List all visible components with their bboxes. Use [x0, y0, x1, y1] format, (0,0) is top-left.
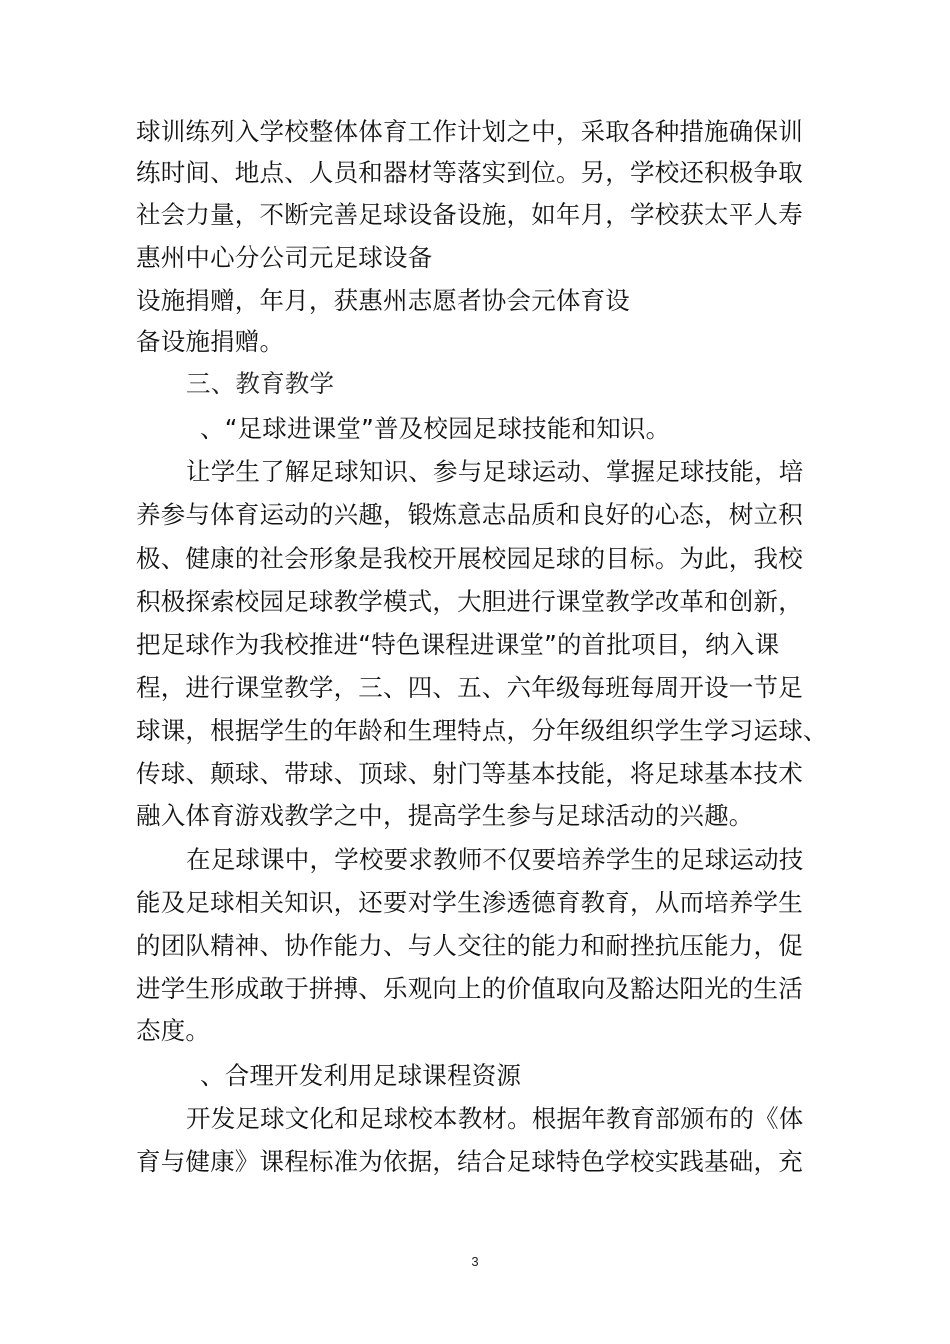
text-line: 设施捐赠，年月，获惠州志愿者协会元体育设 [136, 286, 630, 315]
text-line: 程，进行课堂教学，三、四、五、六年级每班每周开设一节足 [136, 673, 803, 702]
text-line: 备设施捐赠。 [136, 327, 285, 356]
text-line: 球训练列入学校整体体育工作计划之中，采取各种措施确保训 [136, 117, 803, 146]
text-line: 传球、颠球、带球、顶球、射门等基本技能，将足球基本技术 [136, 759, 803, 788]
text-line: 的团队精神、协作能力、与人交往的能力和耐挫抗压能力，促 [136, 931, 803, 960]
section-heading: 三、教育教学 [186, 369, 335, 398]
text-line: 态度。 [136, 1016, 211, 1045]
text-line: 进学生形成敢于拼搏、乐观向上的价值取向及豁达阳光的生活 [136, 974, 803, 1003]
text-line: 积极探索校园足球教学模式，大胆进行课堂教学改革和创新， [136, 587, 803, 616]
text-line: 极、健康的社会形象是我校开展校园足球的目标。为此，我校 [136, 544, 803, 573]
text-line: 在足球课中，学校要求教师不仅要培养学生的足球运动技 [186, 845, 804, 874]
page-number: 3 [471, 1254, 479, 1269]
subsection-heading: 、合理开发利用足球课程资源 [200, 1061, 522, 1090]
text-line: 社会力量，不断完善足球设备设施，如年月，学校获太平人寿 [136, 200, 803, 229]
text-line: 育与健康》课程标准为依据，结合足球特色学校实践基础，充 [136, 1147, 803, 1176]
text-line: 开发足球文化和足球校本教材。根据年教育部颁布的《体 [186, 1104, 804, 1133]
text-line: 能及足球相关知识，还要对学生渗透德育教育，从而培养学生 [136, 888, 803, 917]
text-line: 把足球作为我校推进“特色课程进课堂”的首批项目，纳入课 [136, 630, 780, 659]
text-line: 练时间、地点、人员和器材等落实到位。另，学校还积极争取 [136, 158, 803, 187]
text-line: 养参与体育运动的兴趣，锻炼意志品质和良好的心态，树立积 [136, 500, 803, 529]
subsection-heading: 、“足球进课堂”普及校园足球技能和知识。 [200, 414, 671, 443]
text-line: 球课，根据学生的年龄和生理特点，分年级组织学生学习运球、 [136, 716, 828, 745]
text-line: 惠州中心分公司元足球设备 [136, 243, 433, 272]
text-line: 让学生了解足球知识、参与足球运动、掌握足球技能，培 [186, 457, 804, 486]
text-line: 融入体育游戏教学之中，提高学生参与足球活动的兴趣。 [136, 801, 754, 830]
